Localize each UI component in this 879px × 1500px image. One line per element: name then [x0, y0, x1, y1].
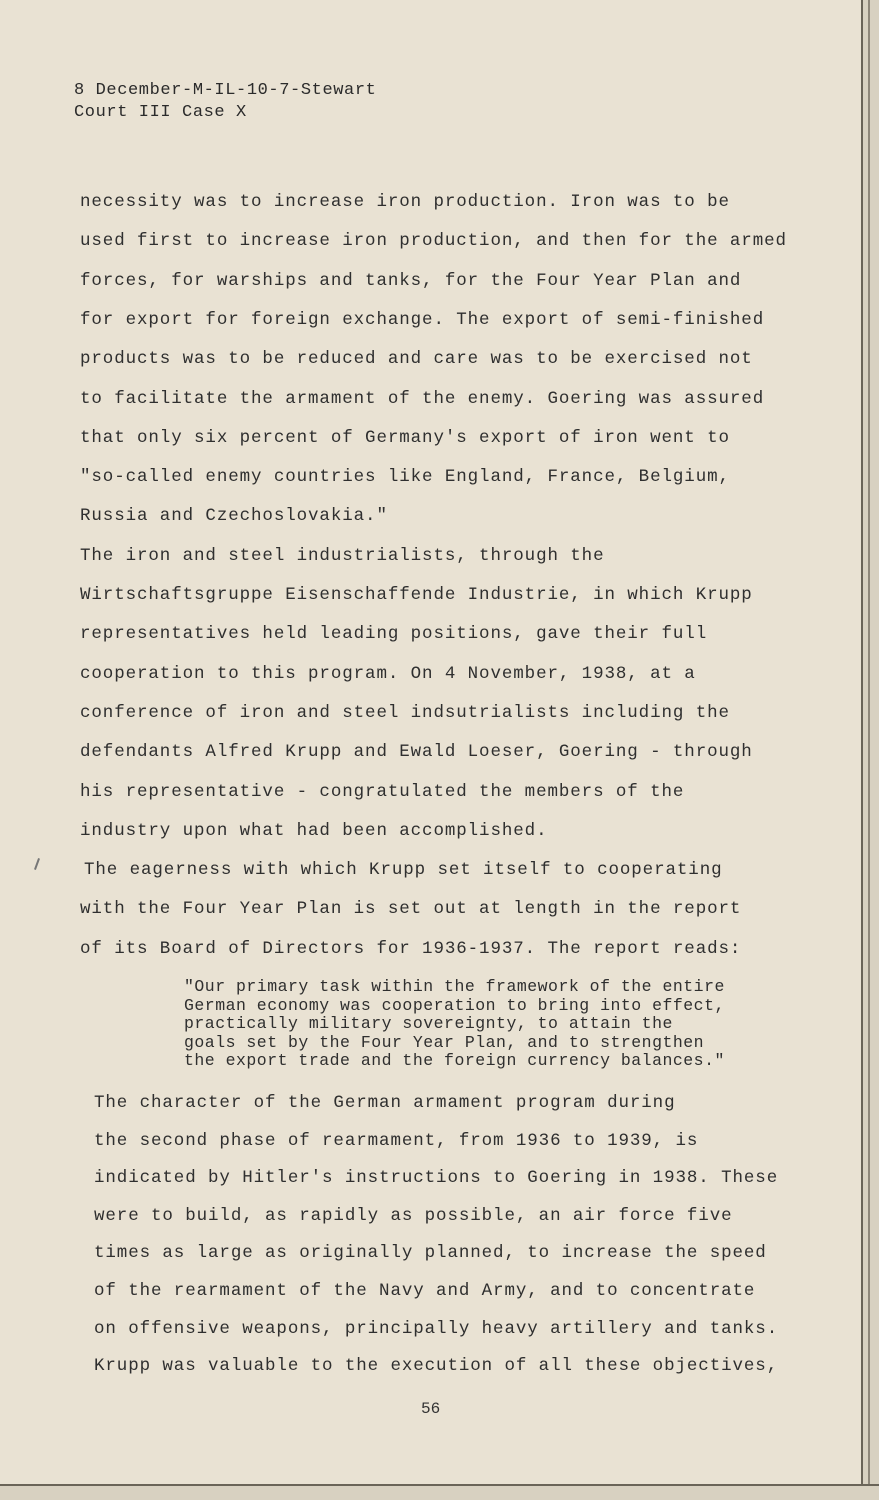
body-line: The eagerness with which Krupp set itself to cooperating [84, 860, 723, 881]
quote-line: German economy was cooperation to bring into effect, [184, 995, 725, 1015]
body-line: defendants Alfred Krupp and Ewald Loeser, Goering - through [80, 742, 753, 763]
body-line: with the Four Year Plan is set out at length in the report [80, 899, 742, 920]
body-line: forces, for warships and tanks, for the Four Year Plan and [80, 270, 742, 291]
body-line: necessity was to increase iron production. Iron was to be [80, 192, 730, 212]
body-line: of the rearmament of the Navy and Army, and to concentrate [94, 1281, 756, 1301]
body-line: products was to be reduced and care was to be exercised not [80, 349, 753, 370]
body-line: The character of the German armament program during [94, 1093, 676, 1113]
body-line: times as large as originally planned, to increase the speed [94, 1243, 767, 1264]
page-frame-right-edge [861, 0, 879, 1500]
body-line: for export for foreign exchange. The export of semi-finished [80, 309, 765, 330]
header-line-1: 8 December-M-IL-10-7-Stewart [74, 81, 377, 100]
page-number: 56 [421, 1400, 441, 1418]
body-line: conference of iron and steel indsutrialists including the [80, 702, 730, 723]
body-line: of its Board of Directors for 1936-1937. The report reads: [80, 938, 742, 959]
body-line: his representative - congratulated the members of the [80, 781, 685, 802]
body-line: the second phase of rearmament, from 1936 to 1939, is [94, 1130, 699, 1151]
body-line: "so-called enemy countries like England, France, Belgium, [80, 467, 730, 488]
header-line-2: Court III Case X [74, 103, 247, 122]
body-line: Russia and Czechoslovakia." [80, 506, 388, 527]
body-line: Krupp was valuable to the execution of all these objectives, [94, 1356, 779, 1377]
quote-line: "Our primary task within the framework of the entire [184, 977, 725, 996]
margin-mark [34, 858, 40, 870]
body-line: industry upon what had been accomplished. [80, 820, 548, 841]
document-header [74, 80, 376, 124]
body-line: on offensive weapons, principally heavy artillery and tanks. [94, 1318, 779, 1339]
body-line: representatives held leading positions, gave their full [80, 624, 708, 645]
body-line: used first to increase iron production, and then for the armed [80, 231, 787, 252]
quote-line: practically military sovereignty, to attain the [184, 1014, 673, 1034]
quote-line: goals set by the Four Year Plan, and to strengthen [184, 1032, 705, 1052]
body-line: cooperation to this program. On 4 November, 1938, at a [80, 663, 696, 684]
body-line: Wirtschaftsgruppe Eisenschaffende Industrie, in which Krupp [80, 585, 753, 605]
page-frame-bottom-edge [0, 1484, 879, 1500]
body-line: The iron and steel industrialists, through the [80, 545, 605, 566]
body-line: were to build, as rapidly as possible, an air force five [94, 1205, 733, 1226]
quote-line: the export trade and the foreign currency balances." [184, 1051, 725, 1071]
body-line: that only six percent of Germany's export of iron went to [80, 427, 730, 448]
body-line: indicated by Hitler's instructions to Goering in 1938. These [94, 1168, 779, 1189]
body-line: to facilitate the armament of the enemy. Goering was assured [80, 388, 765, 409]
